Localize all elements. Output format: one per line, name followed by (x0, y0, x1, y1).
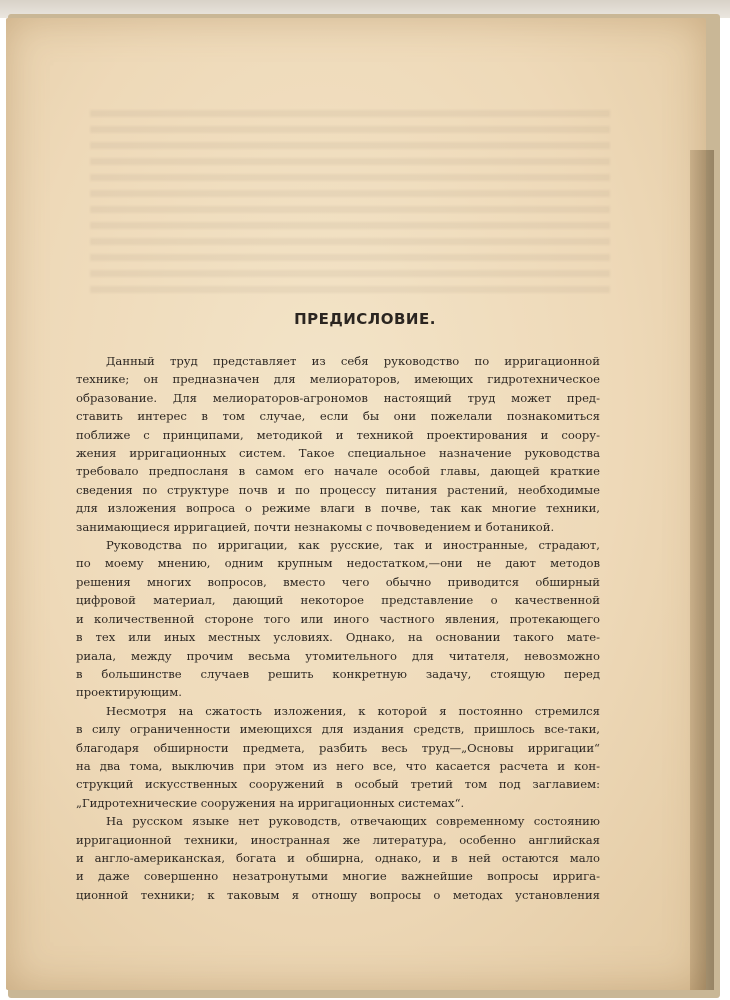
paragraph-4 (76, 812, 600, 904)
text-line: в большинстве случаев решить конкретную задачу, стоящую перед (76, 666, 600, 681)
text-line: Руководства по ирригации, как русские, так и иностранные, страдают, (106, 538, 600, 553)
text-line: риала, между прочим весьма утомительного для читателя, невозможно (76, 648, 600, 663)
text-line: и англо-американская, богата и обширна, однако, и в ней остаются мало (76, 850, 600, 865)
text-line: по моему мнению, одним крупным недостатком,—они не дают методов (76, 556, 600, 571)
text-line: „Гидротехнические сооружения на ирригационных системах“. (76, 795, 465, 810)
text-line: решения многих вопросов, вместо чего обычно приводится обширный (76, 574, 600, 589)
text-line: требовало предпосланя в самом его начале особой главы, дающей краткие (76, 464, 600, 479)
text-line: жения ирригационных систем. Такое специальное назначение руководства (76, 446, 600, 461)
text-line: Данный труд представляет из себя руководство по ирригационной (106, 354, 600, 368)
bleed-through-text (90, 110, 610, 300)
text-line: струкций искусственных сооружений в особый третий том под заглавием: (76, 777, 600, 792)
preface-body (76, 352, 600, 904)
paragraph-3 (76, 702, 600, 812)
text-line: На русском языке нет руководств, отвечающих современному состоянию (106, 814, 600, 829)
text-line: поближе с принципами, методикой и техникой проектирования и соору- (76, 427, 600, 442)
text-line: занимающиеся ирригацией, почти незнакомы с почвоведением и ботаникой. (76, 519, 555, 534)
text-line: ционной техники; к таковым я отношу вопросы о методах установления (76, 887, 600, 902)
text-line: на два тома, выключив при этом из него все, что касается расчета и кон- (76, 758, 600, 773)
text-line: ирригационной техники, иностранная же литература, особенно английская (76, 832, 600, 847)
paragraph-1 (76, 352, 600, 536)
text-line: технике; он предназначен для мелиораторов, имеющих гидротехническое (76, 372, 600, 387)
text-line: в тех или иных местных условиях. Однако, на основании такого мате- (76, 630, 600, 645)
text-line: и количественной стороне того или иного частного явления, протекающего (76, 611, 600, 626)
text-line: сведения по структуре почв и по процессу питания растений, необходимые (76, 482, 600, 497)
text-line: в силу ограниченности имеющихся для издания средств, пришлось все-таки, (76, 722, 600, 737)
text-line: благодаря обширности предмета, разбить весь труд—„Основы ирригации“ (76, 740, 600, 755)
page-edge-wear (690, 150, 714, 990)
text-line: для изложения вопроса о режиме влаги в почве, так как многие техники, (76, 501, 600, 516)
paragraph-2 (76, 536, 600, 702)
text-line: проектирующим. (76, 685, 182, 700)
text-line: образование. Для мелиораторов-агрономов настоящий труд может пред- (76, 390, 600, 405)
text-line: ставить интерес в том случае, если бы они пожелали познакомиться (76, 409, 600, 424)
text-line: цифровой материал, дающий некоторое представление о качественной (76, 593, 600, 608)
text-line: Несмотря на сжатость изложения, к которой я постоянно стремился (106, 703, 600, 718)
text-line: и даже совершенно незатронутыми многие важнейшие вопросы ирригa- (76, 869, 600, 884)
page-title: ПРЕДИСЛОВИЕ. (294, 310, 436, 328)
